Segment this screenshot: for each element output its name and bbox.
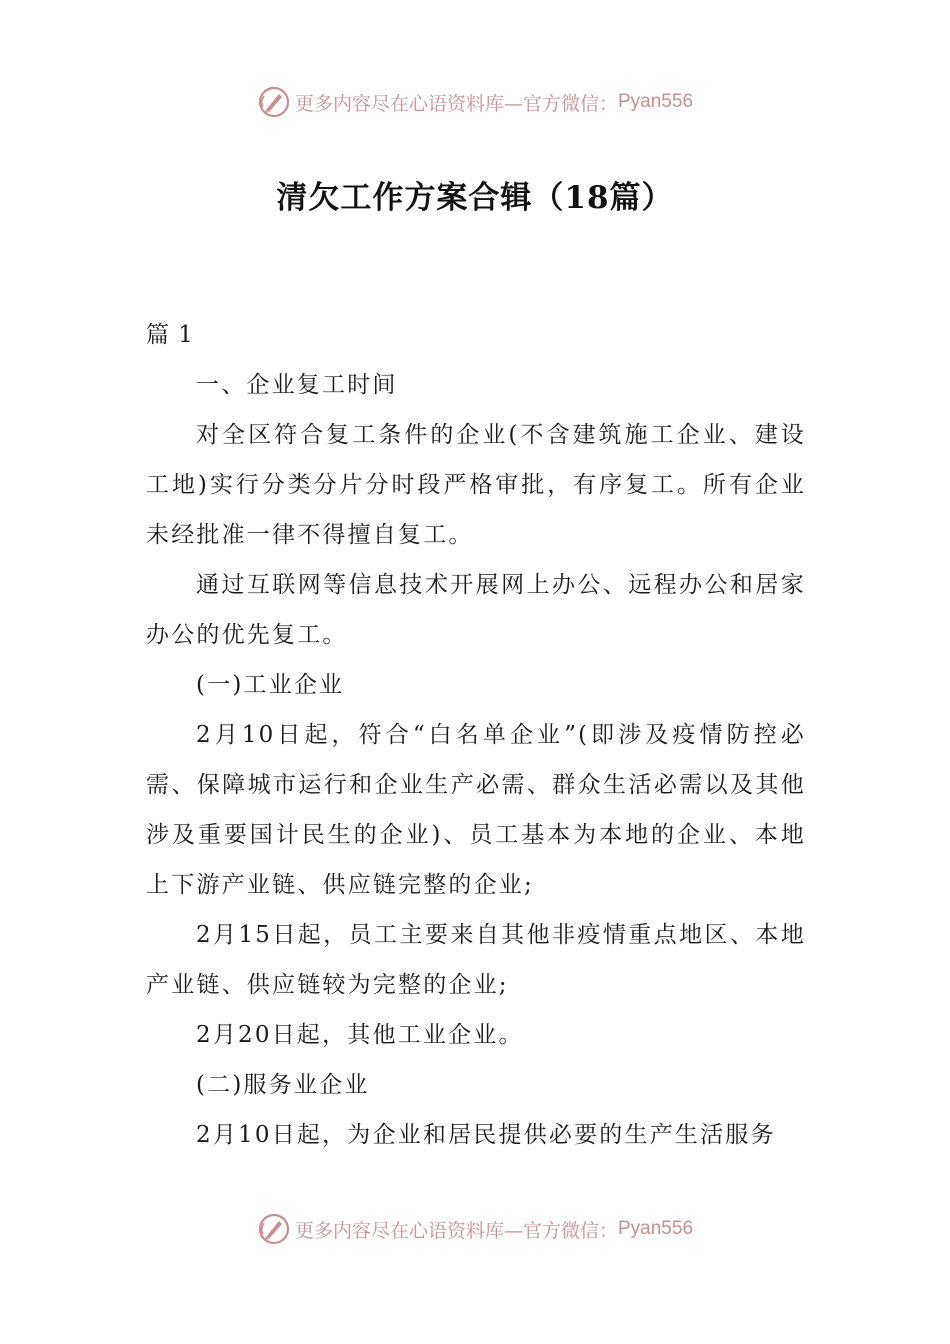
section-heading: 一、企业复工时间: [196, 372, 398, 398]
watermark-banner-top: [0, 82, 950, 122]
quill-pen-logo-icon: [257, 85, 291, 119]
watermark-text: 更多内容尽在心语资料库—官方微信：: [294, 1219, 618, 1242]
document-body: [146, 310, 806, 1160]
paragraph: 2月15日起，员工主要来自其他非疫情重点地区、本地产业链、供应链较为完整的企业;: [146, 922, 806, 998]
watermark-text: 更多内容尽在心语资料库—官方微信：: [294, 92, 618, 115]
section-label: 篇 1: [146, 322, 194, 348]
paragraph: 2月10日起，符合“白名单企业”(即涉及疫情防控必需、保障城市运行和企业生产必需、群众生活必需以及其他涉及重要国计民生的企业)、员工基本为本地的企业、本地上下游产业链、供应链完整的企业;: [146, 722, 806, 898]
watermark-banner-bottom: [0, 1209, 950, 1249]
quill-pen-logo-icon: [257, 1212, 291, 1246]
paragraph: 通过互联网等信息技术开展网上办公、远程办公和居家办公的优先复工。: [146, 572, 806, 648]
subsection-heading: (一)工业企业: [196, 672, 345, 698]
watermark-wechat-id: Pyan556: [618, 91, 694, 112]
subsection-heading: (二)服务业企业: [196, 1072, 370, 1098]
paragraph: 对全区符合复工条件的企业(不含建筑施工企业、建设工地)实行分类分片分时段严格审批，有序复工。所有企业未经批准一律不得擅自复工。: [146, 422, 806, 548]
paragraph: 2月20日起，其他工业企业。: [196, 1022, 524, 1048]
document-title: 清欠工作方案合辑（18篇）: [276, 180, 674, 216]
watermark-wechat-id: Pyan556: [618, 1218, 694, 1239]
paragraph: 2月10日起，为企业和居民提供必要的生产生活服务: [196, 1122, 776, 1148]
